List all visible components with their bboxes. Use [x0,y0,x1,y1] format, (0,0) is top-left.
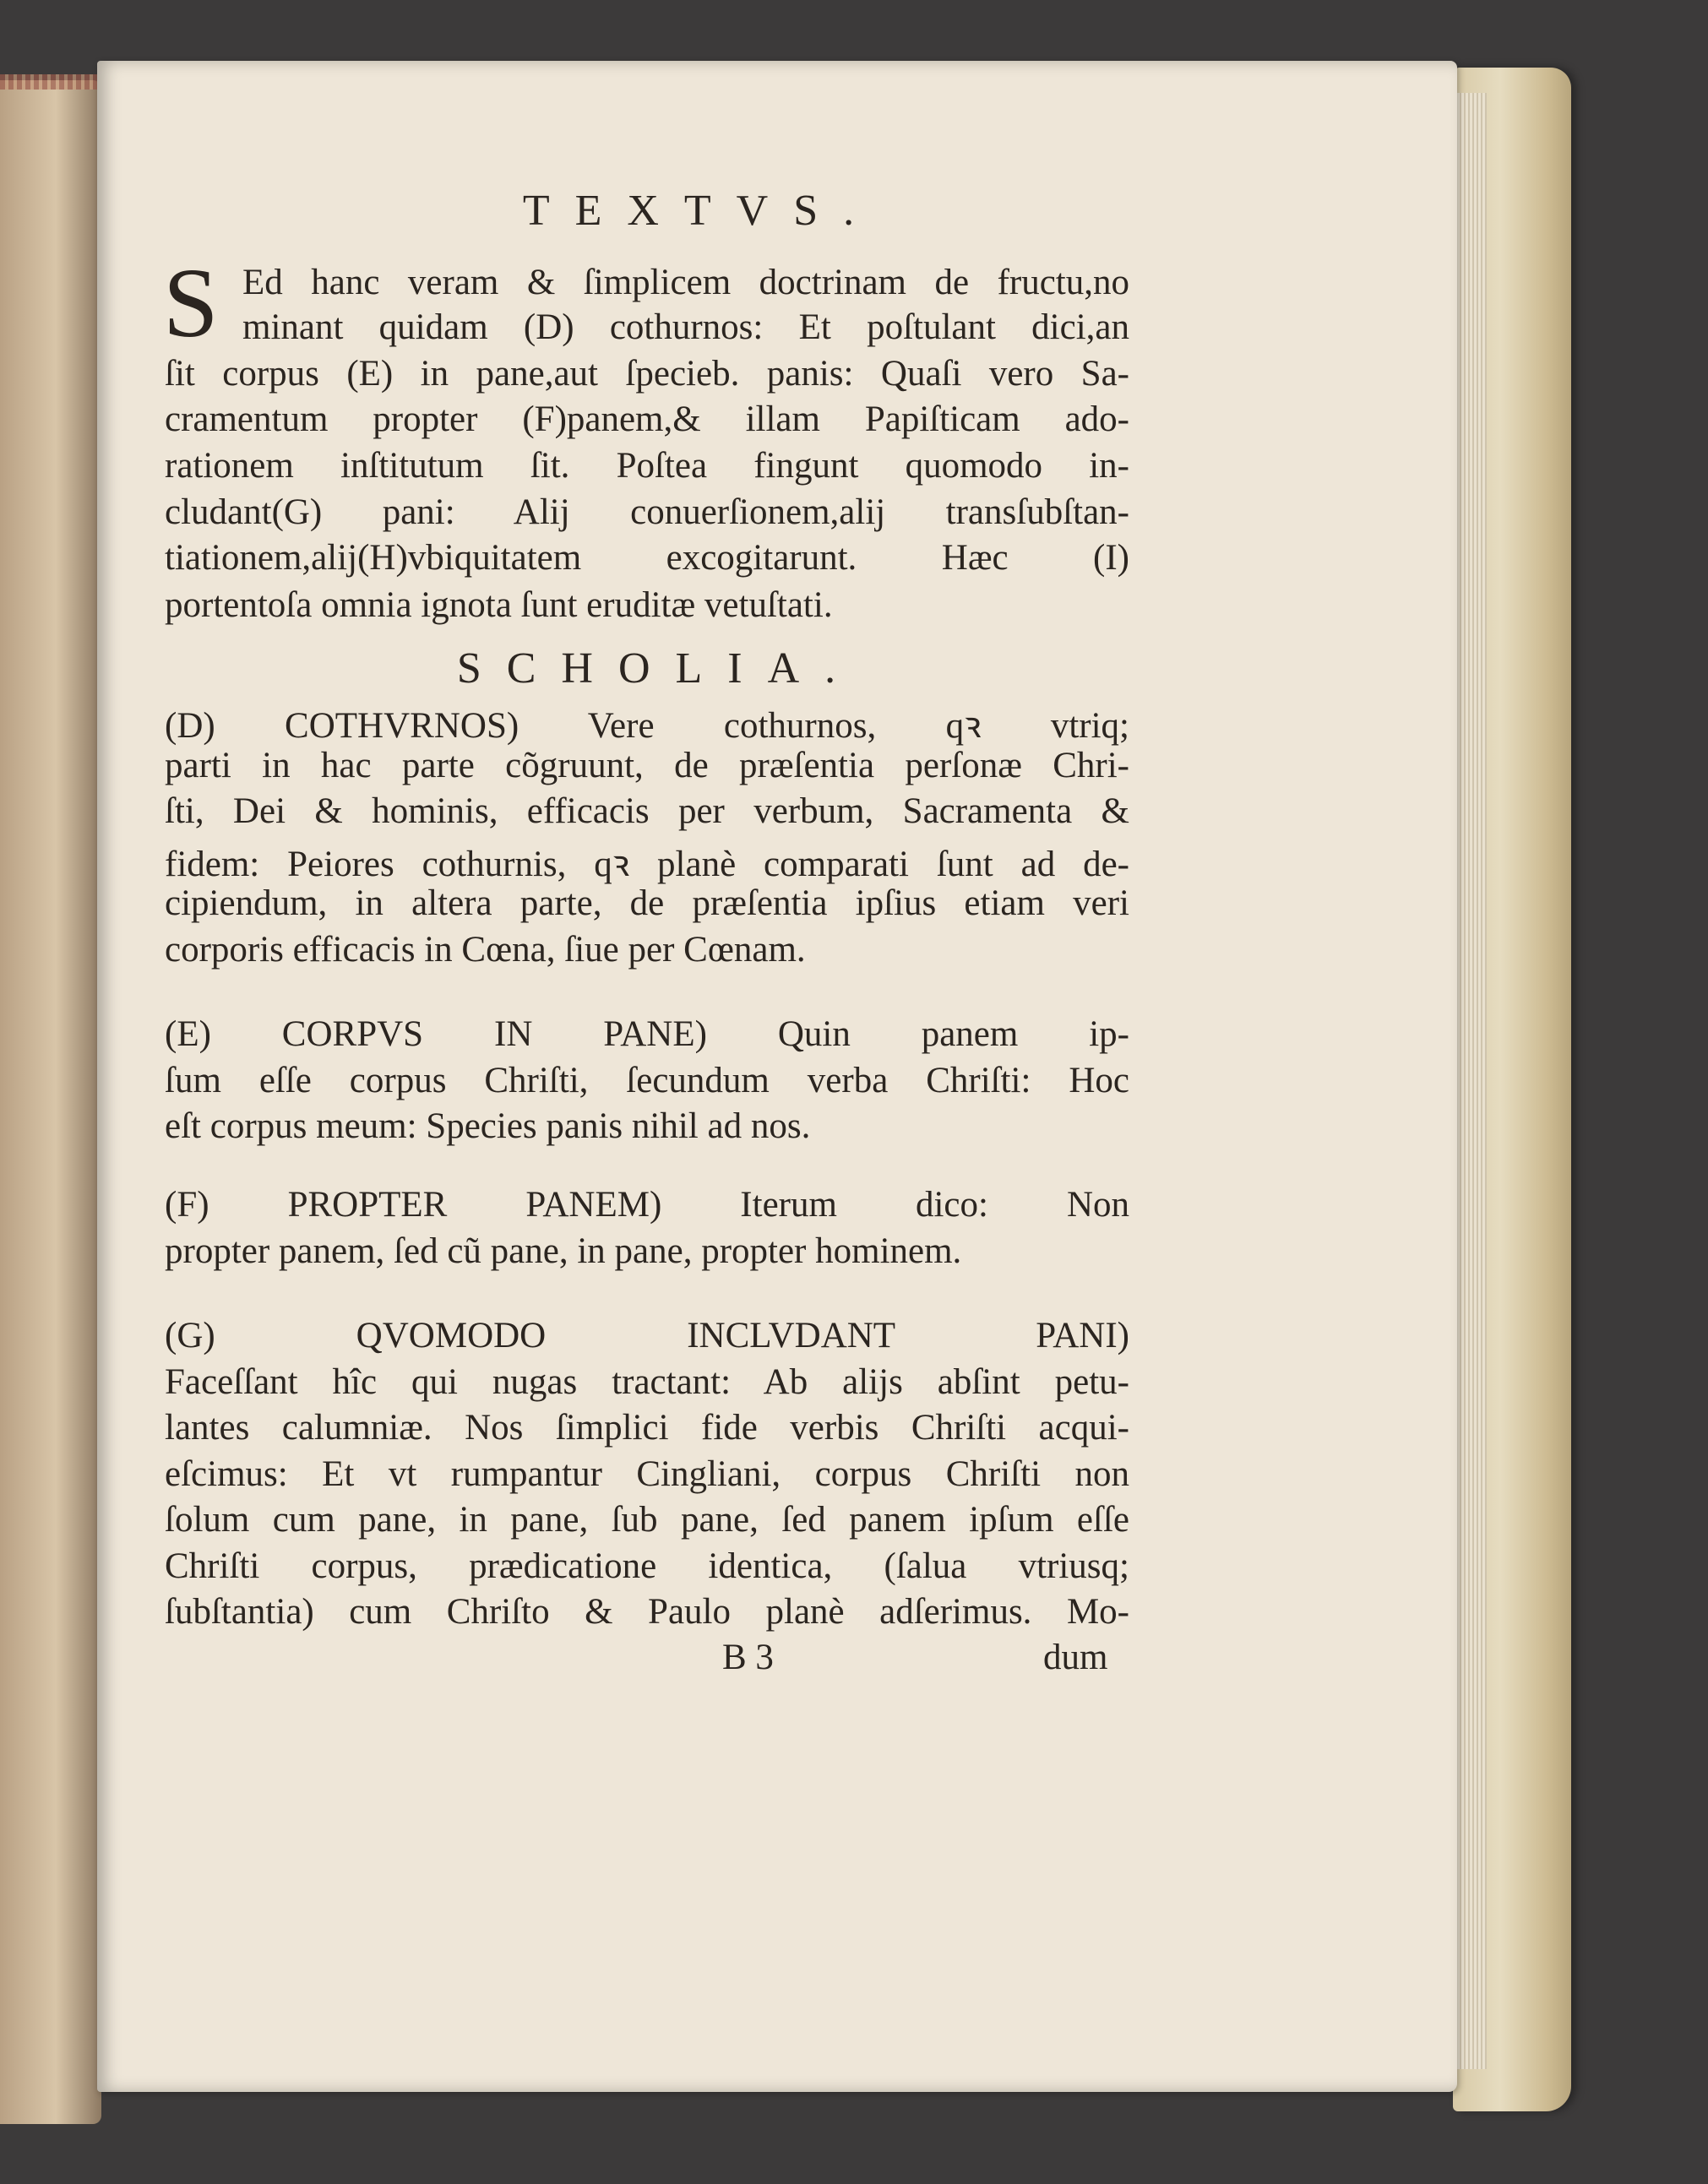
textus-line: minant quidam (D) cothurnos: Et poſtulant dici,an [242,307,1129,347]
textus-line: ſit corpus (E) in pane,aut ſpecieb. panis: Quaſi vero Sa- [165,354,1129,394]
scholion-line: ſolum cum pane, in pane, ſub pane, ſed panem ipſum eſſe [165,1500,1129,1540]
catchword: dum [1043,1638,1108,1677]
book-spine-left [0,80,101,2124]
scholion-line: cipiendum, in altera parte, de præſentia ipſius etiam veri [165,883,1129,923]
textus-line: cramentum propter (F)panem,& illam Papiſticam ado- [165,399,1129,439]
scholion-line: (G) QVOMODO INCLVDANT PANI) [165,1316,1129,1355]
scholion-line: ſubſtantia) cum Chriſto & Paulo planè adſerimus. Mo- [165,1592,1129,1632]
scholion-line: corporis efficacis in Cœna, ſiue per Cœnam. [165,930,806,970]
scholion-line: parti in hac parte cõgruunt, de præſentia perſonæ Chri- [165,746,1129,785]
textus-line: Ed hanc veram & ſimplicem doctrinam de fructu,no [242,263,1129,302]
scholion-line: propter panem, ſed cũ pane, in pane, propter hominem. [165,1231,962,1271]
scholion-line: Chriſti corpus, prædicatione identica, (ſalua vtriusq; [165,1546,1129,1586]
scholion-line: fidem: Peiores cothurnis, qꝛ planè comparati ſunt ad de- [165,845,1129,884]
heading-textus: TEXTVS. [522,187,880,235]
scholion-line: (F) PROPTER PANEM) Iterum dico: Non [165,1185,1129,1225]
textus-line: portentoſa omnia ignota ſunt eruditæ vetuſtati. [165,585,833,625]
drop-cap: S [163,247,219,358]
scholion-line: eſt corpus meum: Species panis nihil ad nos. [165,1106,811,1146]
book-page [97,61,1457,2092]
textus-line: cludant(G) pani: Alij conuerſionem,alij transſubſtan- [165,492,1129,532]
scholion-line: (E) CORPVS IN PANE) Quin panem ip- [165,1014,1129,1054]
textus-line: rationem inſtitutum ſit. Poſtea fingunt quomodo in- [165,446,1129,486]
scholion-line: Faceſſant hîc qui nugas tractant: Ab alijs abſint petu- [165,1362,1129,1402]
scholion-line: eſcimus: Et vt rumpantur Cingliani, corpus Chriſti non [165,1454,1129,1494]
scholion-line: (D) COTHVRNOS) Vere cothurnos, qꝛ vtriq; [165,706,1129,746]
textus-line: tiationem,alij(H)vbiquitatem excogitarunt. Hæc (I) [165,538,1129,578]
scholion-line: ſti, Dei & hominis, efficacis per verbum, Sacramenta & [165,791,1129,831]
scholion-line: ſum eſſe corpus Chriſti, ſecundum verba Chriſti: Hoc [165,1061,1129,1100]
scholion-line: lantes calumniæ. Nos ſimplici fide verbis Chriſti acqui- [165,1408,1129,1448]
heading-scholia: SCHOLIA. [456,644,862,693]
signature-mark: B 3 [722,1638,774,1677]
